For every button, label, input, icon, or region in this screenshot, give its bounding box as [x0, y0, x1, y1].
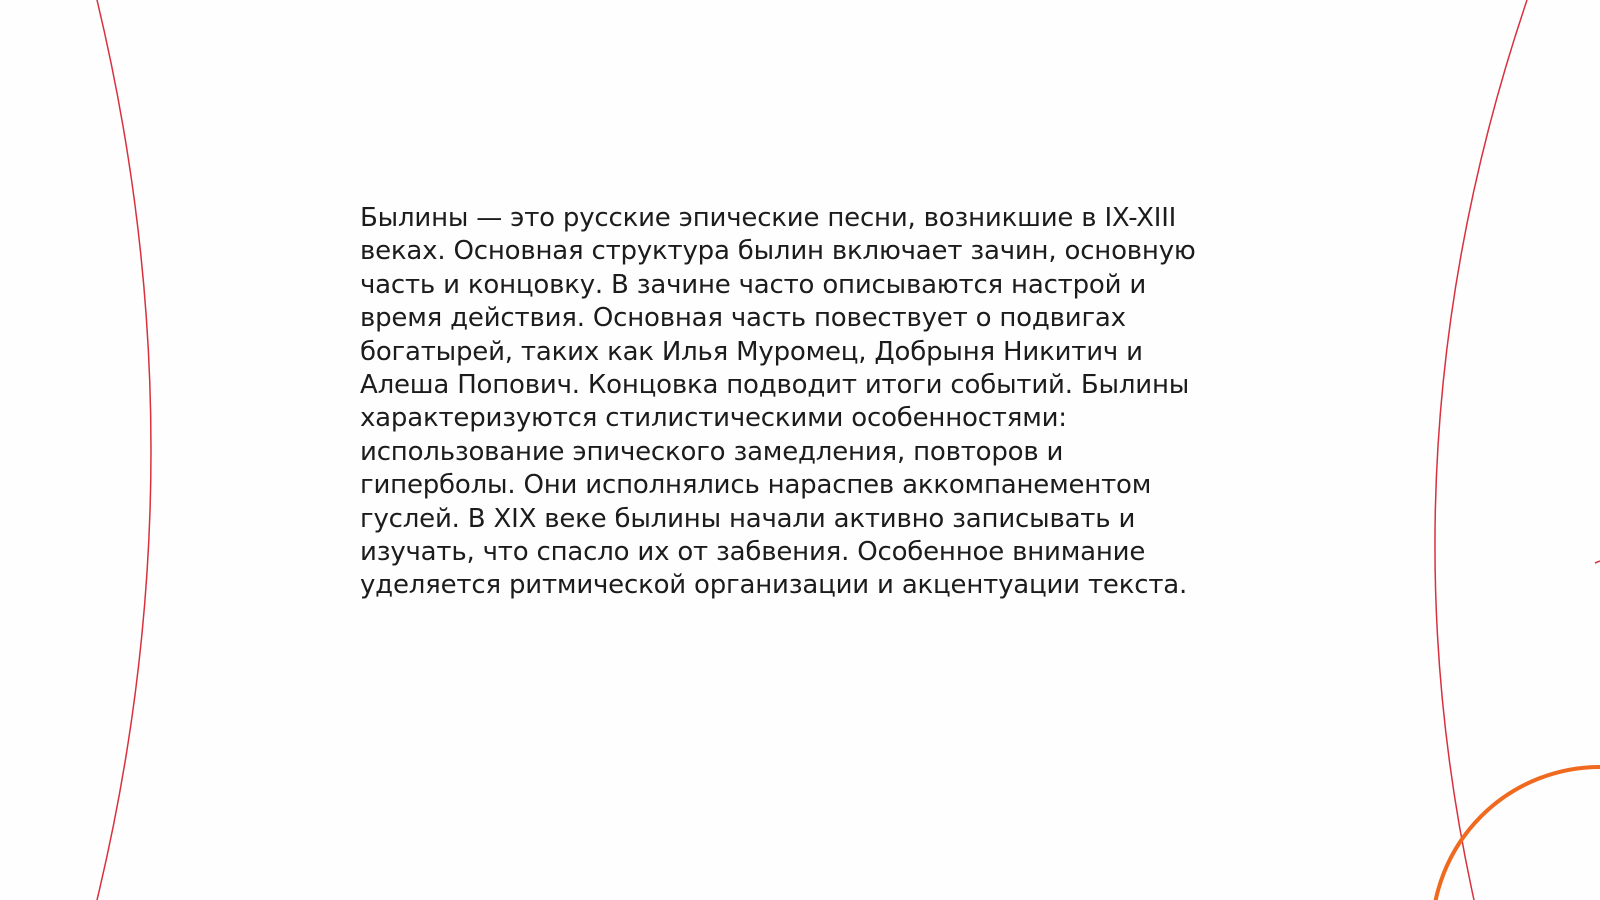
right-edge-mark	[1595, 561, 1600, 563]
orange-circle-arc	[1432, 767, 1600, 900]
left-curve	[97, 0, 151, 900]
right-curve	[1435, 0, 1527, 900]
body-paragraph: Былины — это русские эпические песни, возникшие в IX-XIII веках. Основная структура былин включает зачин, основную часть и концовку. В зачине часто описываются настрой и время действия. Основная часть повествует о подвигах богатырей, таких как Илья Муромец, Добрыня Никитич и Алеша Попович. Концовка подводит итоги событий. Былины характеризуются стилистическими особенностями: использование эпического замедления, повторов и гиперболы. Они исполнялись нараспев аккомпанементом гуслей. В XIX веке былины начали активно записывать и изучать, что спасло их от забвения. Особенное внимание уделяется ритмической организации и акцентуации текста.	[360, 203, 1196, 601]
